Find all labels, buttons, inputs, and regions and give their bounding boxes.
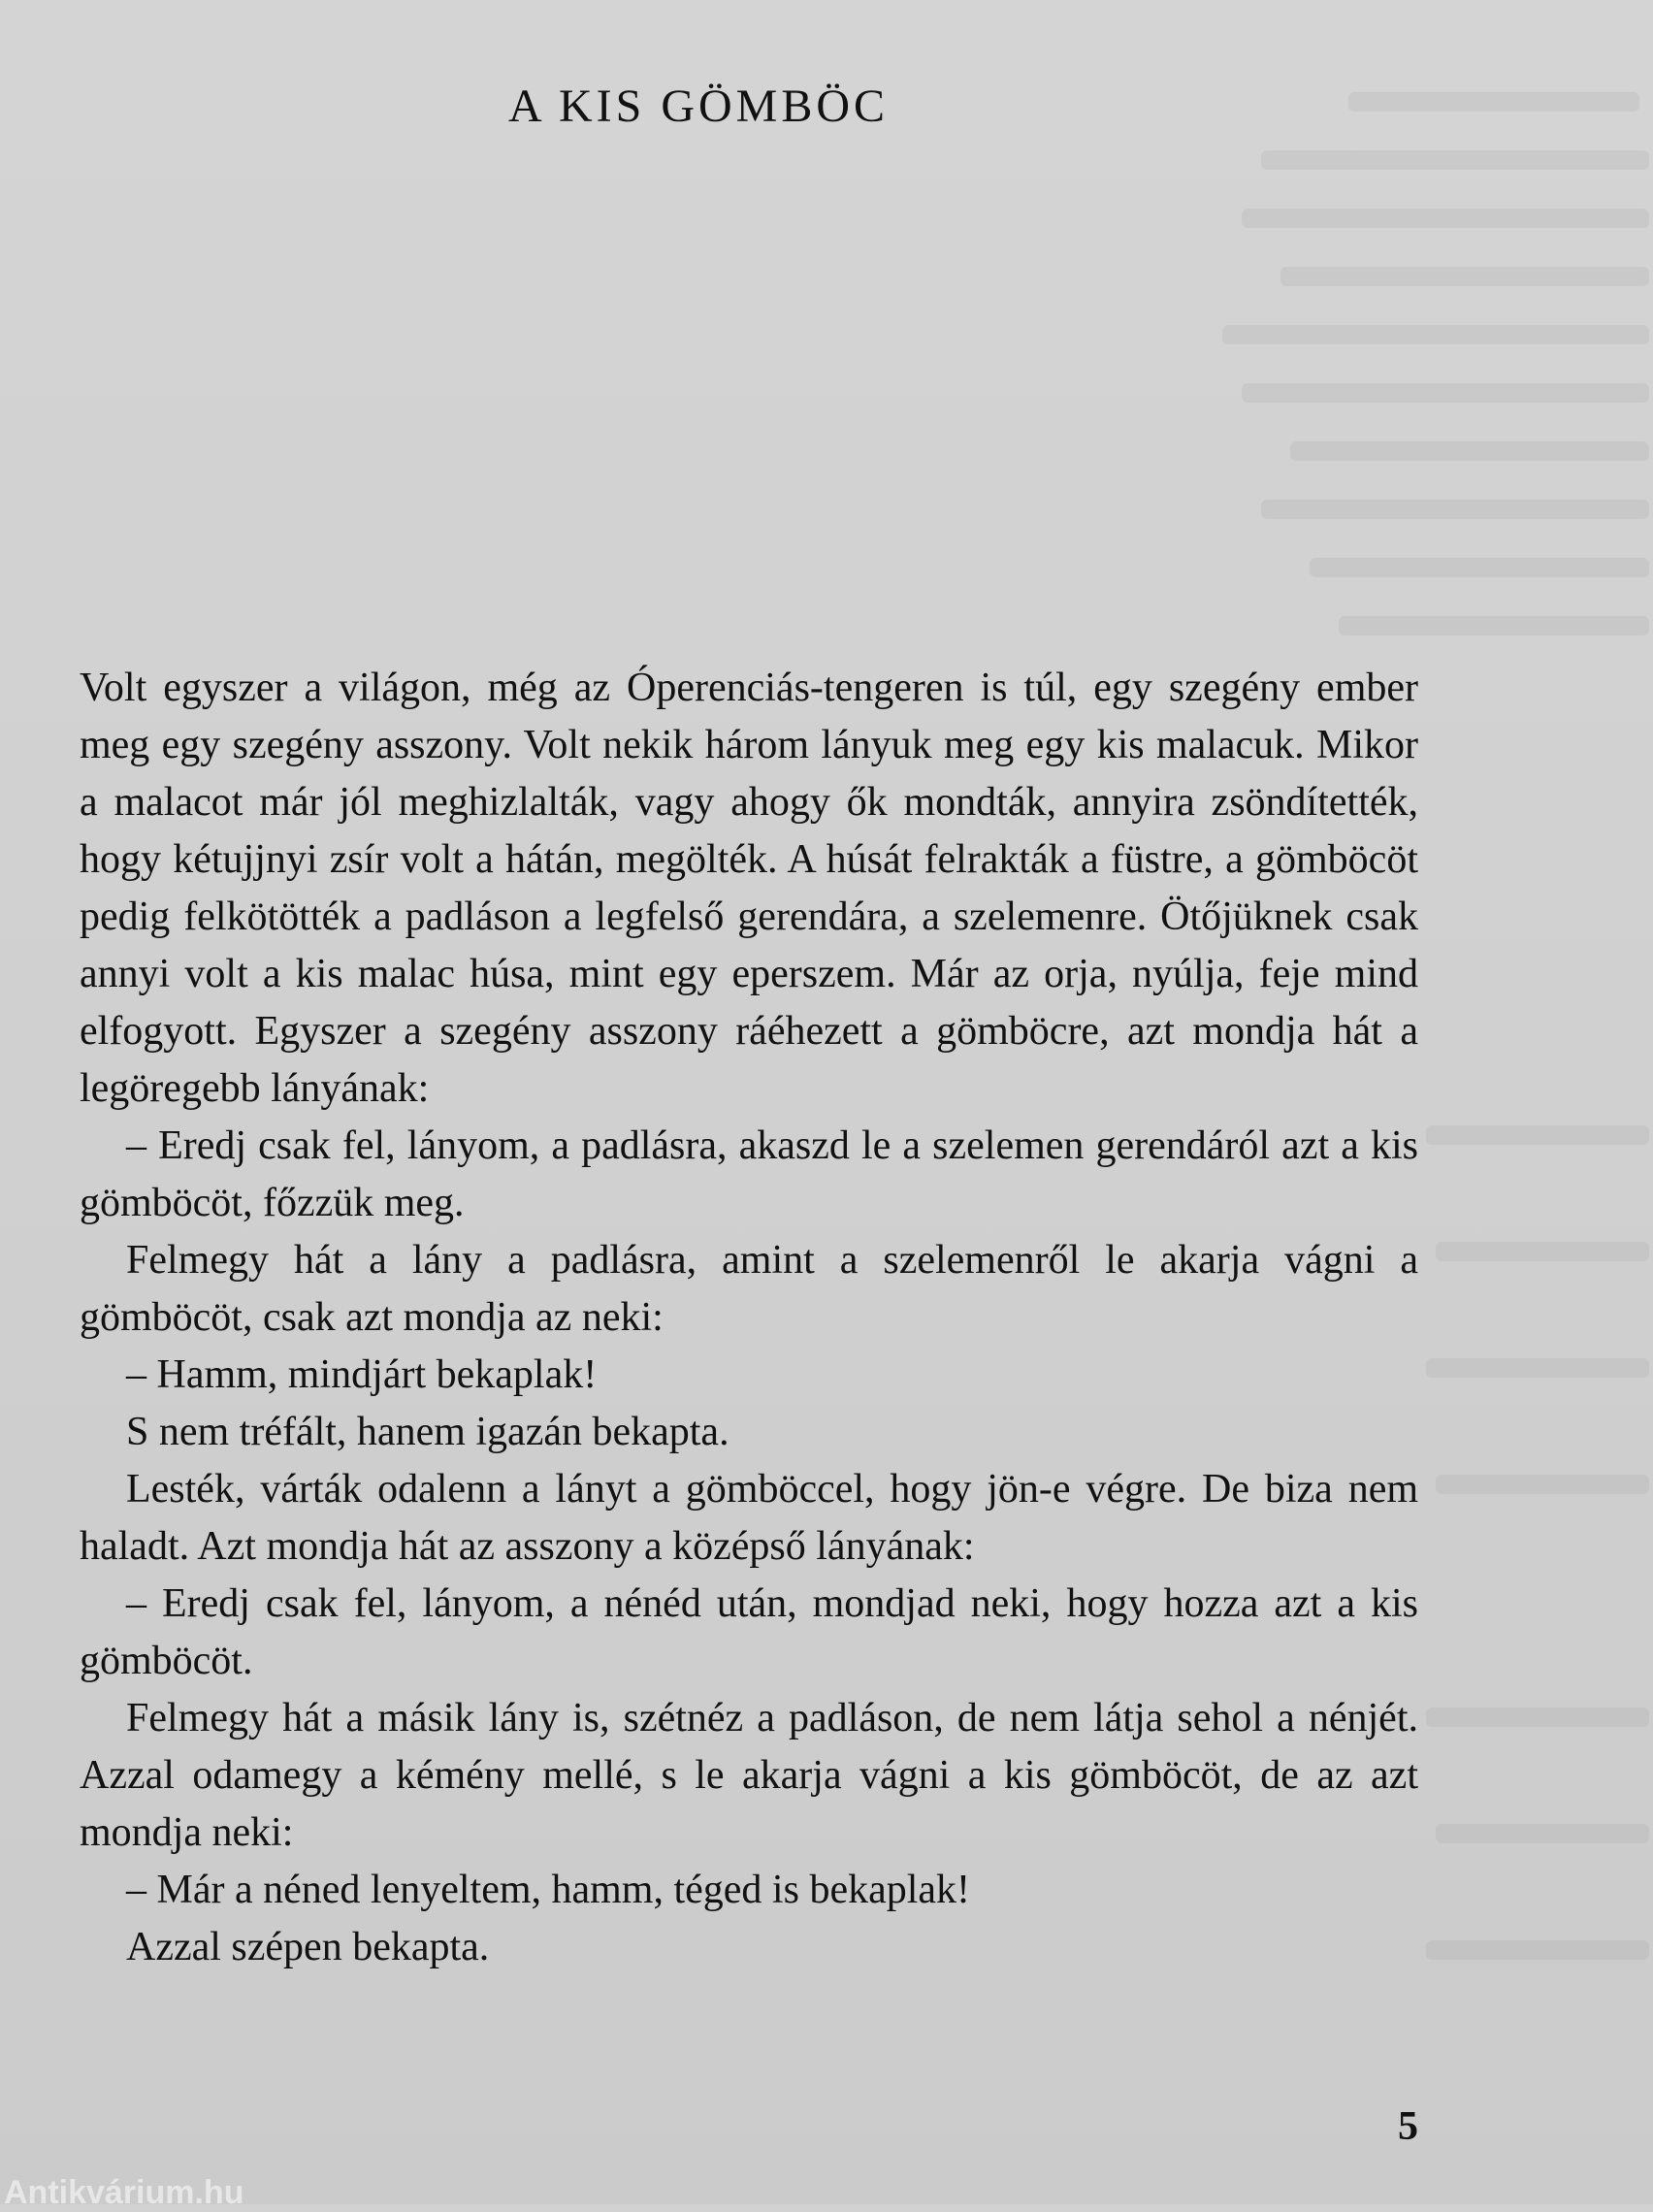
- watermark: Antikvárium.hu: [4, 2174, 244, 2211]
- paragraph-6: Lesték, várták odalenn a lányt a gömböccel, hogy jön-e végre. De biza nem haladt. Azt mondja hát az asszony a középső lányának:: [80, 1467, 1418, 1569]
- paragraph-7: – Eredj csak fel, lányom, a nénéd után, mondjad neki, hogy hozza azt a kis gömböcöt.: [80, 1581, 1418, 1683]
- story-body: [80, 660, 1418, 1976]
- story-title: A KIS GÖMBÖC: [507, 81, 890, 132]
- paragraph-2: – Eredj csak fel, lányom, a padlásra, akaszd le a szelemen gerendáról azt a kis gömböcöt, főzzük meg.: [80, 1123, 1418, 1225]
- paragraph-4: – Hamm, mindjárt bekaplak!: [126, 1352, 598, 1397]
- paragraph-10: Azzal szépen bekapta.: [126, 1925, 490, 1969]
- page-number: 5: [1398, 2104, 1418, 2149]
- paragraph-8: Felmegy hát a másik lány is, szétnéz a padláson, de nem látja sehol a nénjét. Azzal odamegy a kémény mellé, s le akarja vágni a kis gömböcöt, de az azt mondja neki:: [80, 1696, 1418, 1855]
- paragraph-1: Volt egyszer a világon, még az Óperenciás-tengeren is túl, egy szegény ember meg egy szegény asszony. Volt nekik három lányuk meg egy kis malacuk. Mikor a malacot már jól meghizlalták, vagy ahogy ők mondták, annyira zsöndítették, hogy kétujjnyi zsír volt a hátán, megölték. A húsát felrakták a füstre, a gömböcöt pedig felkötötték a padláson a legfelső gerendára, a szelemenre. Ötőjüknek csak annyi volt a kis malac húsa, mint egy eperszem. Már az orja, nyúlja, feje mind elfogyott. Egyszer a szegény asszony ráéhezett a gömböcre, azt mondja hát a legöregebb lányának:: [80, 666, 1418, 1111]
- paragraph-5: S nem tréfált, hanem igazán bekapta.: [126, 1410, 729, 1454]
- paragraph-3: Felmegy hát a lány a padlásra, amint a szelemenről le akarja vágni a gömböcöt, csak azt mondja az neki:: [80, 1238, 1418, 1340]
- paragraph-9: – Már a néned lenyeltem, hamm, téged is bekaplak!: [126, 1868, 971, 1912]
